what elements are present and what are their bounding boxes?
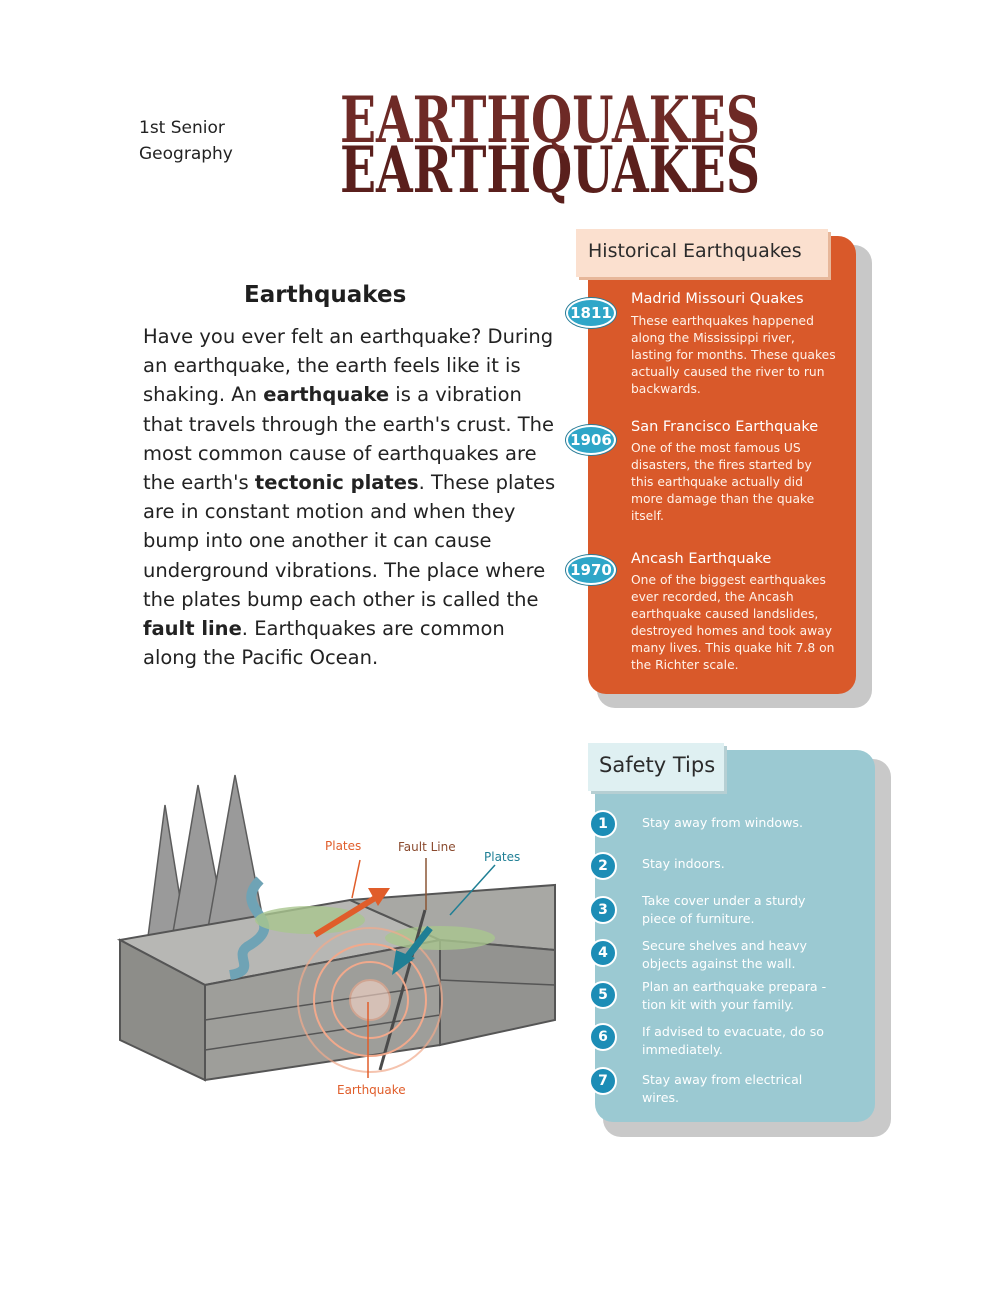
tip-text: Take cover under a sturdy piece of furniture. [642,893,806,926]
tip-number-badge: 2 [589,852,617,880]
term-fault-line: fault line [143,617,242,641]
label-plates-right: Plates [484,850,521,864]
safety-heading-tab [588,743,724,791]
earthquakes-banner [335,80,765,205]
grade-line-1: 1st Senior [139,118,225,138]
year-badge: 1970 [566,555,616,585]
grade-label [139,115,233,167]
tip-text: Secure shelves and heavy objects against the wall. [642,938,807,971]
quake-description: These earthquakes happened along the Mississippi river, lasting for months. These quakes actually caused the river to run backwards. [631,314,836,396]
safety-heading: Safety Tips [599,753,716,777]
year-badge: 1906 [566,425,616,455]
article-text-1: Have you ever felt an earthquake? During an earthquake, the earth feels like it is shaking. An [143,325,554,407]
banner-shadow-text: EARTHQUAKES [340,133,760,205]
article-text-3: . These plates are in constant motion and when they bump into one another it can cause underground vibrations. The place where the plates bump each other is called the [143,471,556,611]
tip-number-badge: 6 [589,1023,617,1051]
tip-text: Stay away from windows. [642,815,803,830]
article-text-2: is a vibration that travels through the earth's crust. The most common cause of earthquakes are the earth's [143,383,554,495]
historical-heading-tab [576,229,828,277]
quake-description: One of the most famous US disasters, the fires started by this earthquake actually did more damage than the quake itself. [631,441,815,523]
quake-title: San Francisco Earthquake [631,419,819,435]
historical-heading: Historical Earthquakes [588,240,802,262]
tip-number-badge: 7 [589,1067,617,1095]
tip-number-badge: 5 [589,981,617,1009]
fault-line-diagram [110,770,565,1115]
article-body [143,322,563,672]
label-fault-line: Fault Line [398,840,456,854]
label-plates-left: Plates [325,839,362,853]
term-earthquake: earthquake [263,383,390,407]
article-text-4: . Earthquakes are common along the Pacific Ocean. [143,617,505,670]
tip-number-badge: 4 [589,939,617,967]
banner-text: EARTHQUAKES [340,83,760,158]
year-badge: 1811 [566,298,616,328]
article-title: Earthquakes [244,282,407,308]
label-earthquake: Earthquake [337,1083,406,1097]
tip-text: Stay indoors. [642,856,725,871]
quake-title: Ancash Earthquake [631,551,772,567]
tip-number-badge: 3 [589,896,617,924]
tip-text: If advised to evacuate, do so immediately. [642,1024,824,1057]
quake-description: One of the biggest earthquakes ever recorded, the Ancash earthquake caused landslides, destroyed homes and took away many lives. This quake hit 7.8 on the Richter scale. [631,573,835,672]
term-tectonic-plates: tectonic plates [254,471,419,495]
subject-line: Geography [139,144,233,164]
tip-text: Stay away from electrical wires. [642,1072,803,1105]
tip-text: Plan an earthquake prepara - tion kit with your family. [642,979,827,1012]
tip-number-badge: 1 [589,810,617,838]
safety-card [595,750,875,1122]
quake-title: Madrid Missouri Quakes [631,291,804,307]
